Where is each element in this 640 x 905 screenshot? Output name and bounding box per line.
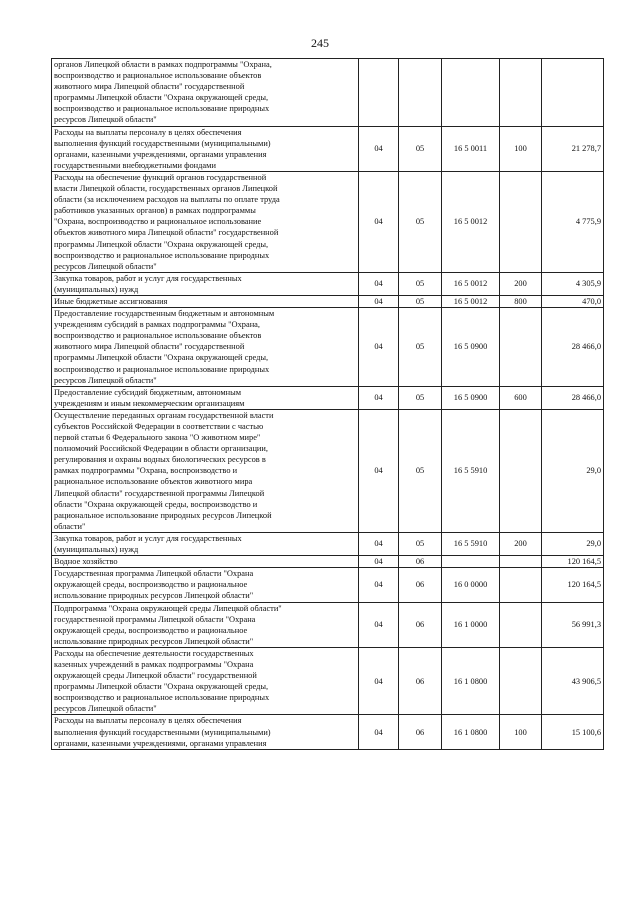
section-code-cell: 04 [359, 409, 399, 532]
table-row [52, 568, 604, 602]
subsection-code-cell: 05 [399, 272, 442, 295]
subsection-code-cell: 06 [399, 647, 442, 715]
subsection-code-cell: 06 [399, 602, 442, 647]
subsection-code-cell: 05 [399, 295, 442, 307]
subsection-code-cell: 06 [399, 715, 442, 749]
expense-type-code-cell [500, 647, 542, 715]
expense-type-code-cell [500, 171, 542, 272]
section-code-cell: 04 [359, 386, 399, 409]
section-code-cell: 04 [359, 171, 399, 272]
target-item-code-cell: 16 5 0900 [442, 308, 500, 387]
expense-name-cell: Иные бюджетные ассигнования [52, 295, 359, 307]
target-item-code-cell: 16 5 0012 [442, 171, 500, 272]
table-row [52, 386, 604, 409]
amount-cell: 43 906,5 [542, 647, 604, 715]
target-item-code-cell: 16 5 0012 [442, 295, 500, 307]
target-item-code-cell: 16 1 0000 [442, 602, 500, 647]
section-code-cell: 04 [359, 532, 399, 555]
subsection-code-cell: 05 [399, 126, 442, 171]
table-row [52, 647, 604, 715]
amount-cell [542, 59, 604, 127]
table-row [52, 556, 604, 568]
expense-name-cell: Подпрограмма "Охрана окружающей среды Липецкой области" государственной программы Липецкой области "Охрана окружающей среды, воспроизводство и рациональное использование природных ресурсов Липецкой области" [52, 602, 359, 647]
expense-type-code-cell: 600 [500, 386, 542, 409]
expense-name-cell: Осуществление переданных органам государственной власти субъектов Российской Федерации в соответствии с частью первой статьи 6 Федерального закона "О животном мире" полномочий Российской Федерации в области организации, регулирования и охраны водных биологических ресурсов в рамках подпрограммы "Охрана, воспроизводство и рациональное использование объектов животного мира Липецкой области" государственной программы Липецкой области "Охрана окружающей среды, воспроизводство и рациональное использование природных ресурсов Липецкой области" [52, 409, 359, 532]
expense-name-cell: Расходы на обеспечение деятельности государственных казенных учреждений в рамках подпрограммы "Охрана окружающей среды Липецкой области" государственной программы Липецкой области "Охрана окружающей среды, воспроизводство и рациональное использование природных ресурсов Липецкой области" [52, 647, 359, 715]
expense-type-code-cell: 200 [500, 532, 542, 555]
expense-type-code-cell: 100 [500, 126, 542, 171]
budget-table-body [52, 59, 604, 750]
amount-cell: 28 466,0 [542, 308, 604, 387]
section-code-cell: 04 [359, 308, 399, 387]
target-item-code-cell [442, 59, 500, 127]
amount-cell: 120 164,5 [542, 556, 604, 568]
table-row [52, 715, 604, 749]
expense-name-cell: Расходы на выплаты персоналу в целях обеспечения выполнения функций государственными (муниципальными) органами, казенными учреждениями, органами управления [52, 715, 359, 749]
section-code-cell [359, 59, 399, 127]
section-code-cell: 04 [359, 647, 399, 715]
table-row [52, 532, 604, 555]
target-item-code-cell: 16 1 0800 [442, 715, 500, 749]
expense-type-code-cell: 100 [500, 715, 542, 749]
expense-type-code-cell [500, 409, 542, 532]
subsection-code-cell: 05 [399, 386, 442, 409]
expense-type-code-cell [500, 59, 542, 127]
target-item-code-cell [442, 556, 500, 568]
expense-type-code-cell [500, 568, 542, 602]
subsection-code-cell: 05 [399, 171, 442, 272]
expense-type-code-cell: 800 [500, 295, 542, 307]
section-code-cell: 04 [359, 556, 399, 568]
amount-cell: 15 100,6 [542, 715, 604, 749]
target-item-code-cell: 16 5 0900 [442, 386, 500, 409]
table-row [52, 126, 604, 171]
expense-name-cell: Водное хозяйство [52, 556, 359, 568]
section-code-cell: 04 [359, 602, 399, 647]
expense-type-code-cell: 200 [500, 272, 542, 295]
subsection-code-cell: 06 [399, 556, 442, 568]
section-code-cell: 04 [359, 295, 399, 307]
budget-table [51, 58, 604, 750]
amount-cell: 29,0 [542, 409, 604, 532]
section-code-cell: 04 [359, 568, 399, 602]
table-row [52, 308, 604, 387]
amount-cell: 120 164,5 [542, 568, 604, 602]
section-code-cell: 04 [359, 272, 399, 295]
expense-name-cell: Закупка товаров, работ и услуг для государственных (муниципальных) нужд [52, 272, 359, 295]
expense-name-cell: органов Липецкой области в рамках подпрограммы "Охрана, воспроизводство и рациональное использование объектов животного мира Липецкой области" государственной программы Липецкой области "Охрана окружающей среды, воспроизводство и рациональное использование природных ресурсов Липецкой области" [52, 59, 359, 127]
amount-cell: 470,0 [542, 295, 604, 307]
amount-cell: 56 991,3 [542, 602, 604, 647]
section-code-cell: 04 [359, 715, 399, 749]
expense-type-code-cell [500, 602, 542, 647]
target-item-code-cell: 16 5 0012 [442, 272, 500, 295]
expense-name-cell: Расходы на выплаты персоналу в целях обеспечения выполнения функций государственными (муниципальными) органами, казенными учреждениями, органами управления государственными внебюджетными фондами [52, 126, 359, 171]
table-row [52, 602, 604, 647]
table-row [52, 171, 604, 272]
amount-cell: 4 775,9 [542, 171, 604, 272]
target-item-code-cell: 16 1 0800 [442, 647, 500, 715]
expense-type-code-cell [500, 556, 542, 568]
expense-name-cell: Предоставление субсидий бюджетным, автономным учреждениям и иным некоммерческим организациям [52, 386, 359, 409]
amount-cell: 28 466,0 [542, 386, 604, 409]
table-row [52, 59, 604, 127]
section-code-cell: 04 [359, 126, 399, 171]
table-row [52, 295, 604, 307]
subsection-code-cell [399, 59, 442, 127]
expense-type-code-cell [500, 308, 542, 387]
amount-cell: 21 278,7 [542, 126, 604, 171]
subsection-code-cell: 05 [399, 409, 442, 532]
expense-name-cell: Предоставление государственным бюджетным и автономным учреждениям субсидий в рамках подпрограммы "Охрана, воспроизводство и рациональное использование объектов животного мира Липецкой области" государственной программы Липецкой области "Охрана окружающей среды, воспроизводство и рациональное использование природных ресурсов Липецкой области" [52, 308, 359, 387]
table-row [52, 409, 604, 532]
page-number: 245 [311, 36, 329, 50]
target-item-code-cell: 16 5 0011 [442, 126, 500, 171]
target-item-code-cell: 16 5 5910 [442, 409, 500, 532]
subsection-code-cell: 05 [399, 308, 442, 387]
table-row [52, 272, 604, 295]
amount-cell: 29,0 [542, 532, 604, 555]
amount-cell: 4 305,9 [542, 272, 604, 295]
subsection-code-cell: 05 [399, 532, 442, 555]
subsection-code-cell: 06 [399, 568, 442, 602]
target-item-code-cell: 16 5 5910 [442, 532, 500, 555]
expense-name-cell: Государственная программа Липецкой области "Охрана окружающей среды, воспроизводство и рациональное использование природных ресурсов Липецкой области" [52, 568, 359, 602]
target-item-code-cell: 16 0 0000 [442, 568, 500, 602]
expense-name-cell: Закупка товаров, работ и услуг для государственных (муниципальных) нужд [52, 532, 359, 555]
expense-name-cell: Расходы на обеспечение функций органов государственной власти Липецкой области, государственных органов Липецкой области (за исключением расходов на выплаты по оплате труда работников указанных органов) в рамках подпрограммы "Охрана, воспроизводство и рациональное использование объектов животного мира Липецкой области" государственной программы Липецкой области "Охрана окружающей среды, воспроизводство и рациональное использование природных ресурсов Липецкой области" [52, 171, 359, 272]
